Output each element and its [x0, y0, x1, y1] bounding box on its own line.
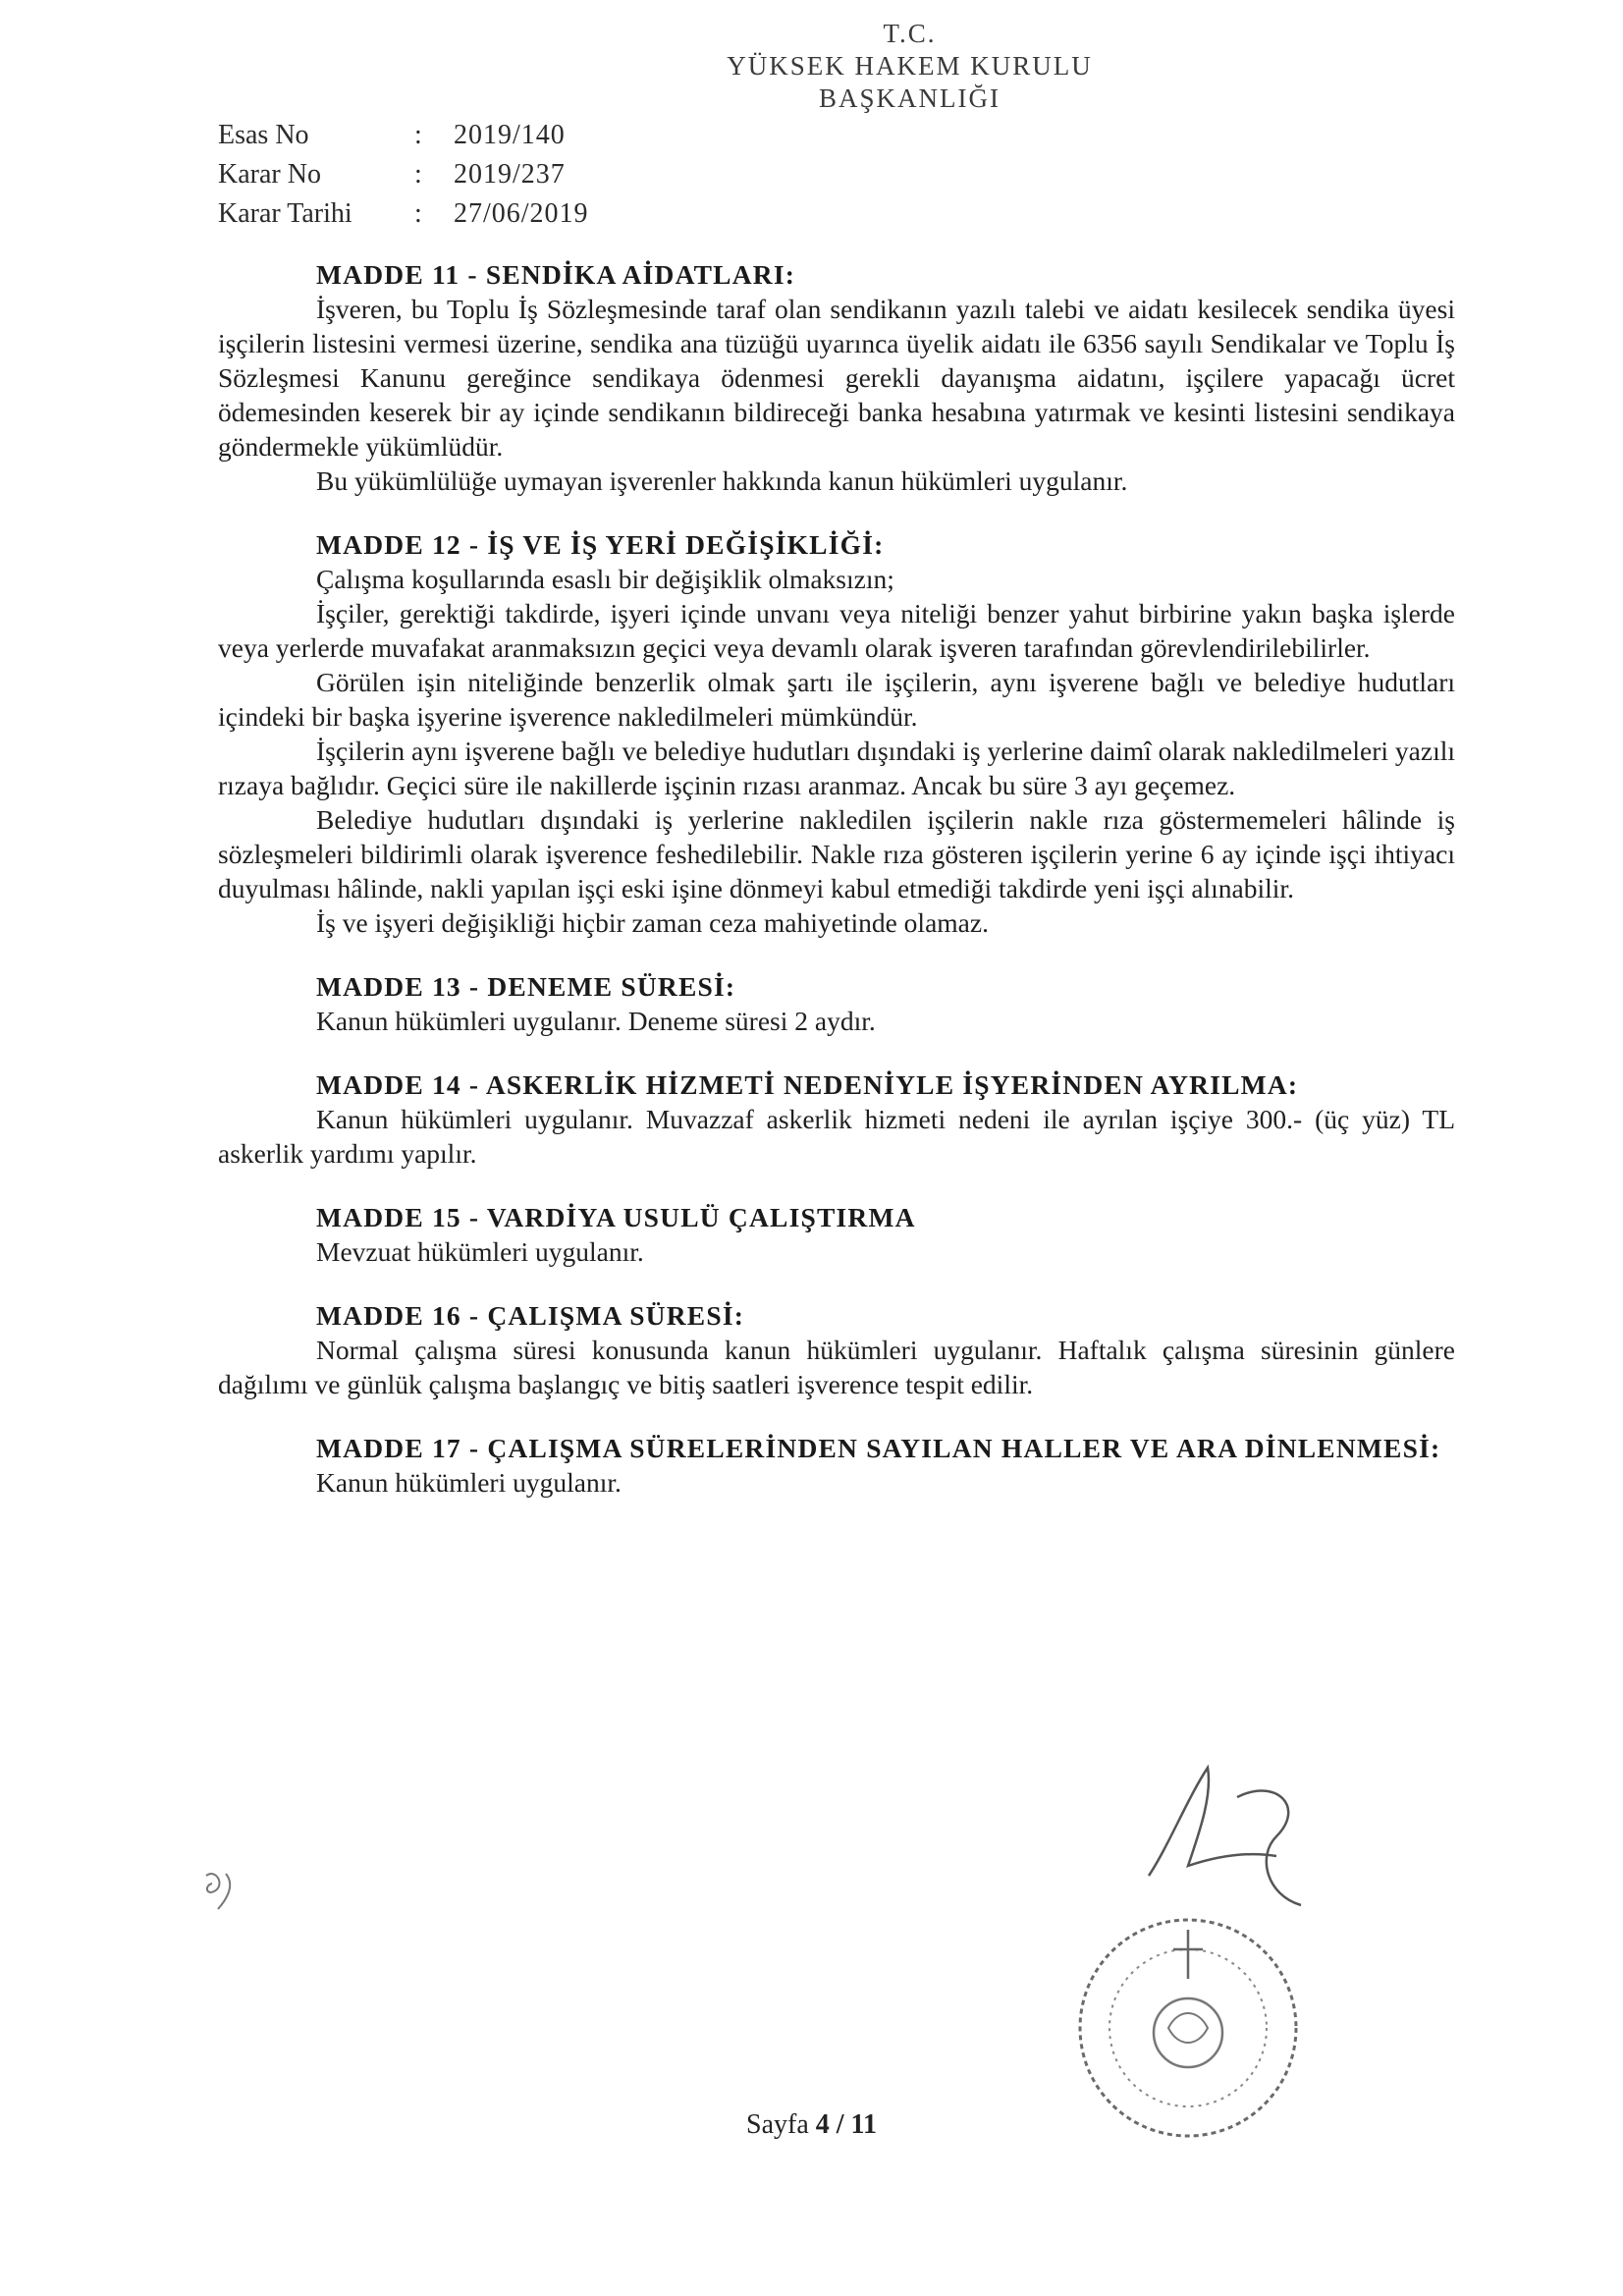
article-17: [218, 1431, 1455, 1500]
meta-label: Karar No: [218, 159, 321, 190]
article-13: [218, 969, 1455, 1038]
meta-colon: :: [414, 159, 422, 190]
article-title: MADDE 17 - ÇALIŞMA SÜRELERİNDEN SAYILAN HALLER VE ARA DİNLENMESİ:: [316, 1433, 1441, 1463]
document-header: [0, 18, 1623, 115]
meta-colon: :: [414, 120, 422, 150]
meta-row-karar: [218, 155, 589, 194]
page-label: Sayfa: [746, 2109, 809, 2140]
handwritten-signature: [1129, 1758, 1316, 1915]
header-line-tc: T.C.: [883, 19, 937, 48]
article-paragraph: Kanun hükümleri uygulanır.: [316, 1467, 622, 1498]
article-paragraph: Belediye hudutları dışındaki iş yerlerine nakledilen işçilerin nakle rıza göstermemeleri hâlinde iş sözleşmeleri bildirimli olarak işverence feshedilebilir. Nakle rıza gösteren işçilerin yerine 6 ay içinde işçi ihtiyacı duyulması hâlinde, nakli yapılan işçi eski işine dönmeyi kabul etmediği takdirde yeni işçi alınabilir.: [218, 804, 1455, 903]
meta-value: 2019/140: [454, 120, 566, 150]
article-paragraph: Kanun hükümleri uygulanır. Deneme süresi 2 aydır.: [316, 1006, 876, 1036]
article-paragraph: Normal çalışma süresi konusunda kanun hükümleri uygulanır. Haftalık çalışma süresinin günlere dağılımı ve günlük çalışma başlangıç ve bitiş saatleri işverence tespit edilir.: [218, 1335, 1455, 1399]
meta-row-esas: [218, 116, 589, 155]
header-line-presidency: BAŞKANLIĞI: [819, 83, 1001, 113]
article-title: MADDE 16 - ÇALIŞMA SÜRESİ:: [316, 1300, 745, 1331]
case-metadata: [218, 116, 589, 234]
page-number: 4 / 11: [815, 2109, 877, 2140]
meta-colon: :: [414, 198, 422, 229]
article-paragraph: Çalışma koşullarında esaslı bir değişiklik olmaksızın;: [316, 564, 894, 594]
article-paragraph: Mevzuat hükümleri uygulanır.: [316, 1236, 644, 1267]
page-footer: [0, 2109, 1623, 2141]
meta-value: 27/06/2019: [454, 198, 589, 229]
article-15: [218, 1200, 1455, 1269]
article-title: MADDE 12 - İŞ VE İŞ YERİ DEĞİŞİKLİĞİ:: [316, 529, 885, 560]
article-title: MADDE 13 - DENEME SÜRESİ:: [316, 971, 736, 1002]
header-line-institution: YÜKSEK HAKEM KURULU: [727, 51, 1093, 81]
article-paragraph: Görülen işin niteliğinde benzerlik olmak şartı ile işçilerin, aynı işverene bağlı ve belediye hudutları içindeki bir başka işyerine işverence nakledilmeleri mümkündür.: [218, 667, 1455, 732]
document-body: [218, 257, 1455, 1529]
article-16: [218, 1298, 1455, 1401]
article-11: [218, 257, 1455, 498]
article-12: [218, 527, 1455, 940]
article-paragraph: Bu yükümlülüğe uymayan işverenler hakkında kanun hükümleri uygulanır.: [316, 465, 1128, 496]
meta-value: 2019/237: [454, 159, 566, 190]
meta-label: Karar Tarihi: [218, 198, 352, 229]
article-title: MADDE 14 - ASKERLİK HİZMETİ NEDENİYLE İŞYERİNDEN AYRILMA:: [316, 1069, 1299, 1100]
article-title: MADDE 11 - SENDİKA AİDATLARI:: [316, 259, 796, 290]
article-paragraph: İş ve işyeri değişikliği hiçbir zaman ceza mahiyetinde olamaz.: [316, 907, 989, 938]
article-title: MADDE 15 - VARDİYA USULÜ ÇALIŞTIRMA: [316, 1202, 916, 1232]
article-14: [218, 1067, 1455, 1171]
article-paragraph: Kanun hükümleri uygulanır. Muvazzaf askerlik hizmeti nedeni ile ayrılan işçiye 300.- (üç yüz) TL askerlik yardımı yapılır.: [218, 1104, 1455, 1169]
article-paragraph: İşçilerin aynı işverene bağlı ve belediye hudutları dışındaki iş yerlerine daimî olarak nakledilmeleri yazılı rızaya bağlıdır. Geçici süre ile nakillerde işçinin rızası aranmaz. Ancak bu süre 3 ayı geçemez.: [218, 736, 1455, 800]
handwritten-initial-mark: [196, 1866, 255, 1915]
meta-label: Esas No: [218, 120, 309, 150]
article-paragraph: İşçiler, gerektiği takdirde, işyeri içinde unvanı veya niteliği benzer yahut birbirine yakın başka işlerde veya yerlerde muvafakat aranmaksızın geçici veya devamlı olarak işveren tarafından görevlendirilebilirler.: [218, 598, 1455, 663]
meta-row-karar-tarihi: [218, 194, 589, 234]
article-paragraph: İşveren, bu Toplu İş Sözleşmesinde taraf olan sendikanın yazılı talebi ve aidatı kesilecek sendika üyesi işçilerin listesini vermesi üzerine, sendika ana tüzüğü uyarınca üyelik aidatı ile 6356 sayılı Sendikalar ve Toplu İş Sözleşmesi Kanunu gereğince sendikaya ödenmesi gerekli dayanışma aidatını, işçilere yapacağı ücret ödemesinden keserek bir ay içinde sendikanın bildireceği banka hesabına yatırmak ve kesinti listesini sendikaya göndermekle yükümlüdür.: [218, 294, 1455, 462]
